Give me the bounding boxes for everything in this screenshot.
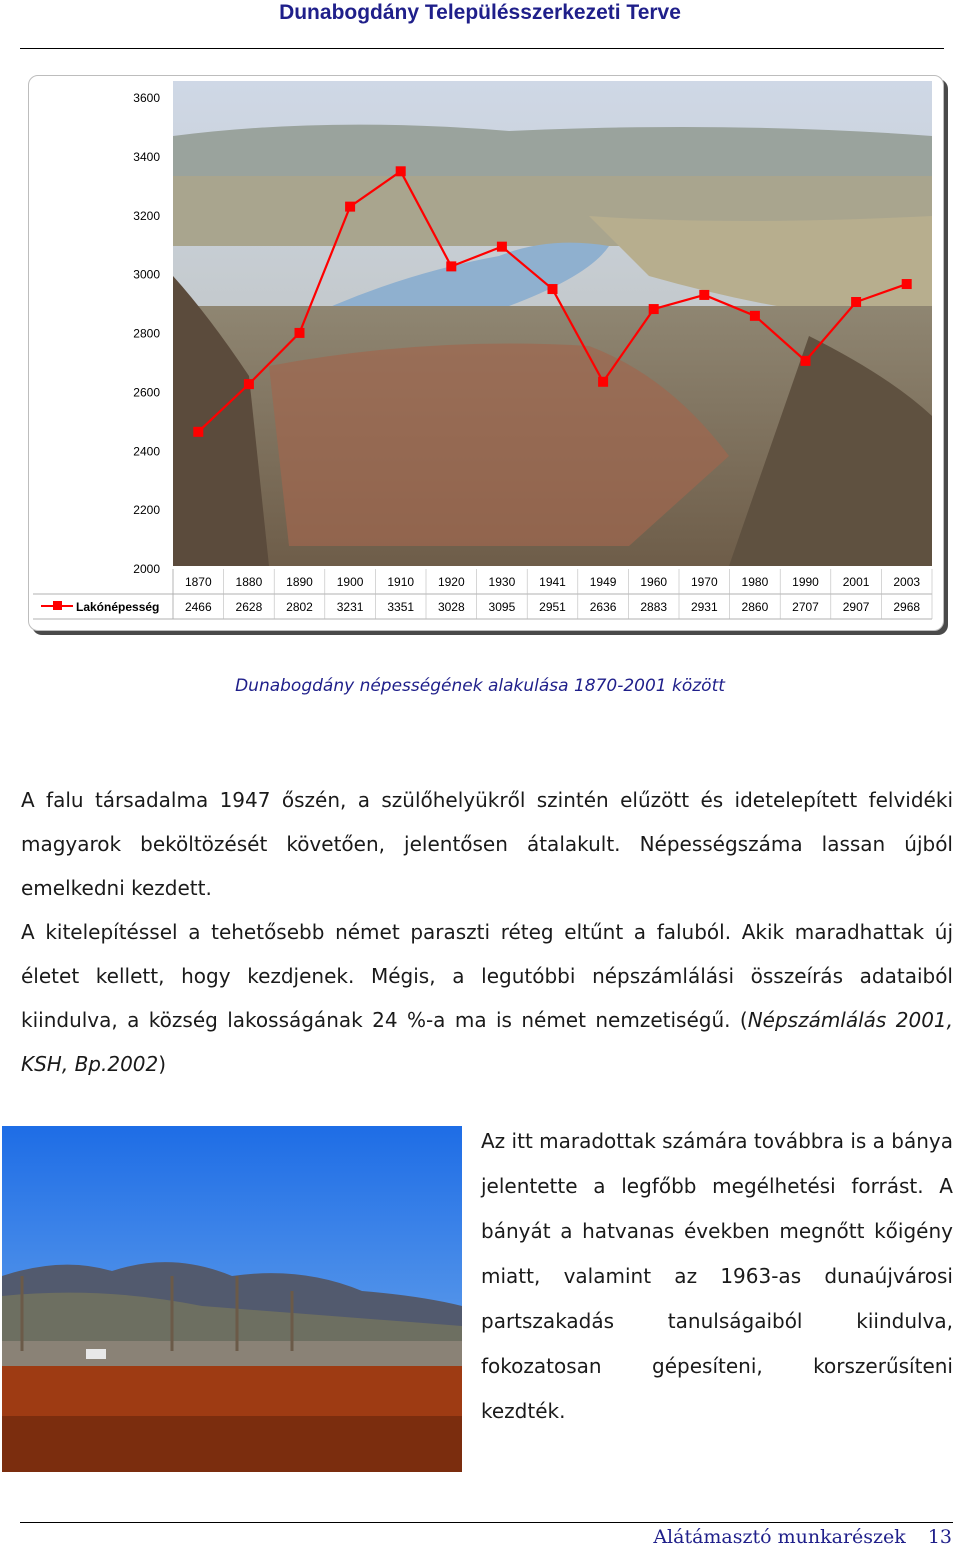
data-point-marker <box>396 166 406 176</box>
data-value-label: 2707 <box>792 600 819 614</box>
x-tick-label: 2003 <box>893 575 921 589</box>
paragraph-deportation <box>21 910 953 1086</box>
chart-canvas <box>29 76 943 630</box>
paragraph-resettlement: A falu társadalma 1947 őszén, a szülőhelyükről szintén elűzött és idetelepített felvidéki magyarok beköltözését követően, jelentősen átalakult. Népességszáma lassan újból emelkedni kezdett. <box>21 788 953 900</box>
chart-caption: Dunabogdány népességének alakulása 1870-2001 között <box>235 676 725 696</box>
y-tick-label: 2400 <box>133 444 160 459</box>
data-value-label: 2907 <box>842 600 870 614</box>
page-header-title: Dunabogdány Településszerkezeti Terve <box>279 1 681 24</box>
data-point-marker <box>345 202 355 212</box>
aerial-photo <box>173 81 932 566</box>
census-source: Népszámlálás 2001, KSH, Bp.2002 <box>21 1008 954 1076</box>
data-point-marker <box>699 290 709 300</box>
x-tick-label: 1870 <box>184 575 212 589</box>
data-value-label: 2636 <box>589 600 617 614</box>
data-value-label: 2931 <box>690 600 718 614</box>
data-value-label: 3231 <box>336 600 364 614</box>
paragraph-deportation-text: A kitelepítéssel a tehetősebb német paraszti réteg eltűnt a faluból. Akik maradhattak új életet kellett, hogy kezdjenek. Mégis, a legutóbbi népszámlálási összeírás adataiból kiindulva, a község lakosságának 24 %-a ma is német nemzetiségű. ( <box>21 920 953 1032</box>
data-value-label: 3028 <box>437 600 465 614</box>
x-tick-label: 1910 <box>387 575 415 589</box>
x-tick-label: 2001 <box>842 575 870 589</box>
x-tick-label: 1890 <box>286 575 313 589</box>
y-tick-label: 3600 <box>133 91 160 105</box>
x-tick-label: 1920 <box>437 575 465 589</box>
header-divider <box>20 48 944 49</box>
x-tick-label: 1970 <box>690 575 718 589</box>
y-tick-label: 2800 <box>133 326 160 341</box>
x-tick-label: 1960 <box>640 575 668 589</box>
data-point-marker <box>497 242 507 252</box>
population-chart <box>28 75 944 631</box>
data-point-marker <box>446 261 456 271</box>
y-tick-label: 2000 <box>133 562 160 576</box>
data-point-marker <box>295 328 305 338</box>
x-tick-label: 1990 <box>792 575 819 589</box>
y-tick-label: 3400 <box>133 149 160 164</box>
data-point-marker <box>801 356 811 366</box>
data-point-marker <box>548 284 558 294</box>
legend-marker <box>53 601 62 610</box>
x-tick-label: 1880 <box>235 575 263 589</box>
data-value-label: 3095 <box>488 600 516 614</box>
side-paragraph-quarry: Az itt maradottak számára továbbra is a bánya jelentette a legfőbb megélhetési forrást. A bányát a hatvanas években megnőtt kőigény miatt, valamint az 1963-as dunaújvárosi partszakadás tanulságaiból kiindulva, fokozatosan gépesíteni, korszerűsíteni kezdték. <box>481 1129 953 1423</box>
data-value-label: 2860 <box>741 600 769 614</box>
data-value-label: 2883 <box>640 600 668 614</box>
x-tick-label: 1941 <box>539 575 566 589</box>
data-point-marker <box>649 304 659 314</box>
y-tick-label: 3200 <box>133 208 160 223</box>
paragraph-deportation-close: ) <box>158 1052 167 1076</box>
page-footer <box>631 1526 952 1548</box>
y-tick-label: 3000 <box>133 267 160 282</box>
data-point-marker <box>902 279 912 289</box>
data-point-marker <box>193 427 203 437</box>
data-value-label: 3351 <box>387 600 415 614</box>
data-table <box>33 569 932 619</box>
data-value-label: 2802 <box>286 600 313 614</box>
landscape-photo <box>2 1126 462 1472</box>
landscape-photo-drawing <box>2 1126 462 1472</box>
data-point-marker <box>851 297 861 307</box>
footer-section-title: Alátámasztó munkarészek <box>653 1526 906 1548</box>
legend-label: Lakónépesség <box>76 600 160 614</box>
x-tick-label: 1980 <box>741 575 769 589</box>
x-tick-label: 1949 <box>589 575 617 589</box>
data-point-marker <box>598 377 608 387</box>
data-value-label: 2968 <box>893 600 921 614</box>
page-number: 13 <box>927 1526 952 1548</box>
y-tick-label: 2600 <box>133 385 160 400</box>
data-value-label: 2466 <box>184 600 212 614</box>
data-value-label: 2951 <box>539 600 566 614</box>
x-tick-label: 1930 <box>488 575 516 589</box>
x-tick-label: 1900 <box>336 575 364 589</box>
data-value-label: 2628 <box>235 600 263 614</box>
y-axis-ticks <box>133 91 160 576</box>
data-point-marker <box>750 311 760 321</box>
footer-divider <box>20 1522 953 1523</box>
data-point-marker <box>244 379 254 389</box>
y-tick-label: 2200 <box>133 503 160 518</box>
